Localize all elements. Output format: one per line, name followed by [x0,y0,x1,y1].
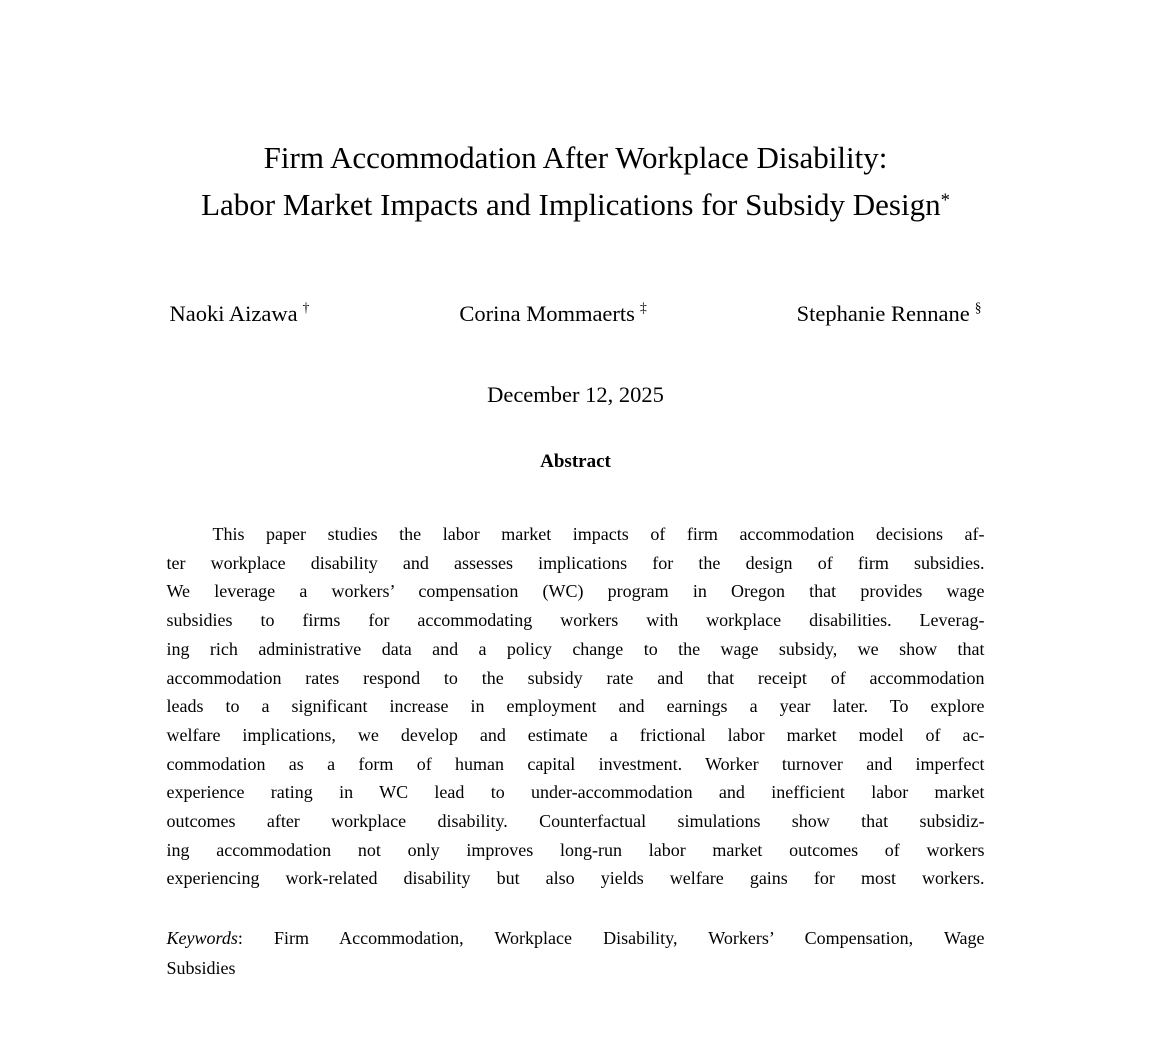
paper-title-line2 [0,181,1151,228]
author-3-footnote-marker: § [974,300,982,315]
abstract-line: welfare implications, we develop and estimate a frictional labor market model of ac- [166,724,985,745]
keywords-line1 [167,923,985,953]
author-2 [459,298,646,330]
abstract-heading: Abstract [540,451,611,472]
title-footnote-marker: * [940,190,950,211]
keywords-line1-text: : Firm Accommodation, Workplace Disability, Workers’ Compensation, Wage [237,928,985,949]
author-1-name: Naoki Aizawa [169,301,298,326]
author-2-name: Corina Mommaerts [459,301,635,326]
author-2-footnote-marker: ‡ [639,300,647,315]
abstract-line: We leverage a workers’ compensation (WC) program in Oregon that provides wage [166,581,985,602]
author-1-footnote-marker: † [302,300,310,315]
abstract-line: ter workplace disability and assesses implications for the design of firm subsidies. [166,552,985,573]
abstract-line: experiencing work-related disability but also yields welfare gains for most workers. [166,868,985,889]
author-3-name: Stephanie Rennane [796,301,970,326]
keywords-block [167,923,985,983]
abstract-line: This paper studies the labor market impacts of firm accommodation decisions af- [212,524,985,544]
paper-date: December 12, 2025 [487,382,664,407]
abstract-line: subsidies to firms for accommodating workers with workplace disabilities. Leverag- [166,610,985,631]
abstract-line: ing accommodation not only improves long-run labor market outcomes of workers [166,839,985,860]
keywords-line2: Subsidies [166,958,236,979]
author-list [170,298,982,330]
abstract-line: commodation as a form of human capital investment. Worker turnover and imperfect [166,753,985,774]
paper-title-line2-text: Labor Market Impacts and Implications for Subsidy Design [201,187,941,222]
abstract-text [167,520,985,893]
abstract-line: experience rating in WC lead to under-accommodation and inefficient labor market [166,782,985,803]
abstract-line: accommodation rates respond to the subsidy rate and that receipt of accommodation [166,667,985,688]
abstract-line: outcomes after workplace disability. Counterfactual simulations show that subsidiz- [166,811,985,832]
abstract-line: ing rich administrative data and a policy change to the wage subsidy, we show that [166,638,985,659]
abstract-line: leads to a significant increase in employment and earnings a year later. To explore [166,696,985,717]
keywords-label: Keywords [166,928,238,949]
author-3 [797,298,982,330]
paper-title-line1: Firm Accommodation After Workplace Disability: [263,140,888,175]
author-1 [170,298,310,330]
paper-title [0,0,1151,228]
